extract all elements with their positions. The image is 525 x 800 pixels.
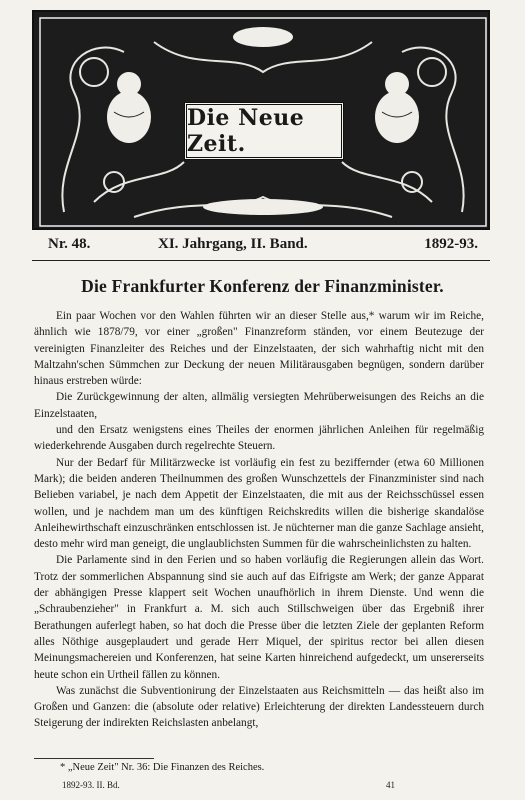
- paragraph: Die Zurückgewinnung der alten, allmälig versiegten Mehrüberweisungen des Reichs an die Einzelstaaten,: [34, 391, 484, 420]
- paragraph: Ein paar Wochen vor den Wahlen führten wir an dieser Stelle aus,* warum wir im Reiche, ähnlich wie 1878/79, vor einer „großen" Finanzreform ständen, vor einem Beutezuge der vereinigten Finanzleiter des Reiches und der Einzelstaaten, der sich wahrhaftig nicht mit den Maltzahn'schen Sümmchen zur Deckung der neuen Militärausgaben begnügen, sondern darüber hinaus erstreben würde:: [34, 310, 484, 388]
- paragraph: und den Ersatz wenigstens eines Theiles der enormen jährlichen Anleihen für regelmäßig wiederkehrende Ausgaben durch regelrechte Steuern.: [34, 424, 484, 453]
- footnote: * „Neue Zeit" Nr. 36: Die Finanzen des Reiches.: [60, 762, 265, 773]
- page-number: 41: [386, 780, 395, 790]
- footer-volume: 1892-93. II. Bd.: [62, 780, 120, 790]
- article-headline: Die Frankfurter Konferenz der Finanzminister.: [81, 276, 444, 296]
- paragraph: Nur der Bedarf für Militärzwecke ist vorläufig ein fest zu beziffernder (etwa 60 Millionen Mark); die beiden anderen Theilnummen des großen Wunschzettels der Finanzminister sind nach Belieben variabel, je nach dem Appetit der Einzelstaaten, die mit aus der Reichsschüssel essen wollen, und je nachdem man um des künftigen Reichskredits willen die bisherige skandalöse Anleihewirthschaft einzuschränken entschlossen ist. Je nüchterner man die ganze Sachlage ansieht, desto mehr wird man geneigt, die unglaublichsten Summen für die wahrscheinlichsten zu halten.: [34, 456, 484, 551]
- issue-years: 1892-93.: [424, 236, 478, 252]
- issue-volume: XI. Jahrgang, II. Band.: [158, 236, 308, 252]
- paragraph: Die Parlamente sind in den Ferien und so haben vorläufig die Regierungen allein das Wort. Trotz der sommerlichen Abspannung sind sie auch auf das Eifrigste am Werk; der ganze Apparat der abhängigen Presse klappert seit Wochen unaufhörlich in ihrem Dienste. Und wenn die „Schraubenzieher" in Frankfurt a. M. sich auch Stillschweigen über das Ergebniß ihrer Berathungen auferlegt haben, so hat doch die Presse über die letzten Ziele der geplanten Reform alles Nöthige ausgeplaudert und gerade Herr Miquel, der spiritus rector bei allen diesen Meinungsmachereien und Konferenzen, hat seine Karten hinreichend aufgedeckt, um unsererseits heute schon ein Urtheil fällen zu können.: [34, 554, 484, 681]
- issue-divider: [32, 260, 490, 261]
- article-body: [34, 308, 484, 732]
- masthead-title-plate: [184, 102, 344, 160]
- issue-line: [48, 236, 478, 256]
- masthead-title: Die Neue Zeit.: [187, 105, 305, 157]
- paragraph: Was zunächst die Subventionirung der Einzelstaaten aus Reichsmitteln — das heißt also im Großen und Ganzen: die (absolute oder relative) Erleichterung der direkten Landessteuern durch Steigerung der indirekten Reichslasten anbelangt,: [34, 684, 484, 730]
- issue-number: Nr. 48.: [48, 236, 91, 252]
- masthead-ornament: [32, 10, 490, 230]
- footnote-divider: [34, 758, 154, 759]
